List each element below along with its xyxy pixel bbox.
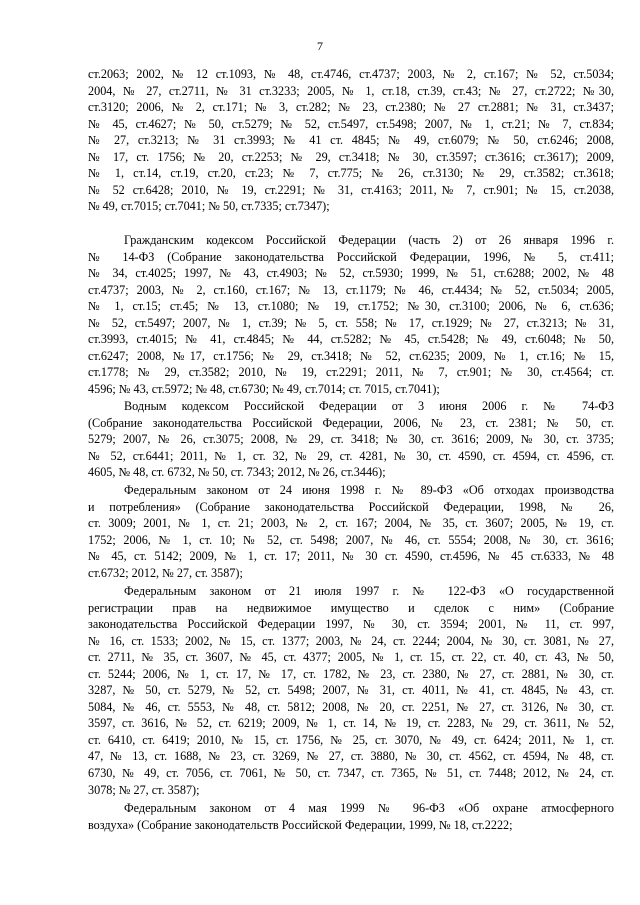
text-line: № 14-ФЗ (Собрание законодательства Российской Федерации, 1996, № 5, ст.411;	[88, 249, 614, 264]
text-line: регистрации прав на недвижимое имущество и сделок с ним» (Собрание	[88, 600, 614, 615]
text-line: ст. 5244; 2006, № 1, ст. 17, № 17, ст. 1782, № 23, ст. 2380, № 27, ст. 2881, № 30, ст.	[88, 666, 614, 681]
text-line: 6730, № 49, ст. 7056, ст. 7061, № 50, ст. 7347, ст. 7365, № 51, ст. 7448; 2012, № 24, ст.	[88, 766, 614, 781]
text-line: Федеральным законом от 4 мая 1999 № 96-ФЗ «Об охране атмосферного	[124, 801, 614, 815]
text-line: ст. 6410, ст. 6419; 2010, № 15, ст. 1756, № 25, ст. 3070, № 49, ст. 6424; 2011, № 1, ст.	[88, 732, 614, 747]
text-line: ст.3993, ст.4015; № 41, ст.4845; № 44, ст.5282; № 45, ст.5428; № 49, ст.6048; № 50,	[88, 332, 614, 347]
text-line: воздуха» (Собрание законодательств Российской Федерации, 1999, № 18, ст.2222;	[88, 817, 513, 832]
text-line: 4605, № 48, ст. 6732, № 50, ст. 7343; 2012, № 26, ст.3446);	[88, 465, 386, 480]
text-line: законодательства Российской Федерации 1997, № 30, ст. 3594; 2001, № 11, ст. 997,	[88, 617, 614, 632]
text-line: 1752; 2006, № 1, ст. 10; № 52, ст. 5498; 2007, № 46, ст. 5554; 2008, № 30, ст. 3616;	[88, 532, 614, 547]
paragraph-air-protection-law	[88, 800, 614, 833]
paragraph-water-code	[88, 398, 614, 481]
text-line: № 52, ст.6441; 2011, № 1, ст. 32, № 29, ст. 4281, № 30, ст. 4590, ст. 4594, ст. 4596, ст.	[88, 448, 614, 463]
text-line: ст.2063; 2002, № 12 ст.1093, № 48, ст.4746, ст.4737; 2003, № 2, ст.167; № 52, ст.5034;	[88, 67, 614, 81]
text-line: № 17, ст. 1756; № 20, ст.2253; № 29, ст.3418; № 30, ст.3597; ст.3616; ст.3617); 2009,	[88, 149, 614, 164]
text-line: 3078; № 27, ст. 3587);	[88, 782, 200, 797]
paragraph-continuation	[88, 66, 614, 215]
text-line: и потребления» (Собрание законодательства Российской Федерации, 1998, № 26,	[88, 499, 614, 514]
text-line: ст. 3009; 2001, № 1, ст. 21; 2003, № 2, ст. 167; 2004, № 35, ст. 3607; 2005, № 19, ст.	[88, 516, 614, 531]
text-line: № 27, ст.3213; № 31 ст.3993; № 41 ст. 4845; № 49, ст.6079; № 50, ст.6246; 2008,	[88, 133, 614, 148]
text-line: ст. 2711, № 35, ст. 3607, № 45, ст. 4377; 2005, № 1, ст. 15, ст. 22, ст. 40, ст. 43, № 50,	[88, 650, 614, 665]
text-line: 3597, ст. 3616, № 52, ст. 6219; 2009, № 1, ст. 14, № 19, ст. 2283, № 29, ст. 3611, № 52,	[88, 716, 614, 731]
text-line: ст.3120; 2006, № 2, ст.171; № 3, ст.282; № 23, ст.2380; № 27 ст.2881; № 31, ст.3437;	[88, 100, 614, 115]
text-line: 47, № 13, ст. 1688, № 23, ст. 3269, № 27, ст. 3880, № 30, ст. 4562, ст. 4594, № 48, ст.	[88, 749, 614, 764]
paragraph-civil-code-part-2	[88, 232, 614, 397]
text-line: ст.6732; 2012, № 27, ст. 3587);	[88, 565, 243, 580]
text-line: № 45, ст. 5142; 2009, № 1, ст. 17; 2011, № 30 ст. 4590, ст.4596, № 45 ст.6333, № 48	[88, 549, 614, 564]
text-line: № 16, ст. 1533; 2002, № 15, ст. 1377; 2003, № 24, ст. 2244; 2004, № 30, ст. 3081, № 27,	[88, 633, 614, 648]
text-line: № 1, ст.15; ст.45; № 13, ст.1080; № 19, ст.1752; №30, ст.3100; 2006, № 6, ст.636;	[88, 299, 614, 314]
text-line: ст.6247; 2008, №17, ст.1756; № 29, ст.3418; № 52, ст.6235; 2009, № 1, ст.16; № 15,	[88, 348, 614, 363]
text-line: Водным кодексом Российской Федерации от 3 июня 2006 г. № 74-ФЗ	[124, 399, 614, 413]
text-line: (Собрание законодательства Российской Федерации, 2006, № 23, ст. 2381; № 50, ст.	[88, 415, 614, 430]
paragraph-waste-law	[88, 482, 614, 581]
text-line: 4596; № 43, ст.5972; № 48, ст.6730; № 49, ст.7014; ст. 7015, ст.7041);	[88, 381, 440, 396]
text-line: № 52, ст.5497; 2007, № 1, ст.39; № 5, ст. 558; № 17, ст.1929; № 27, ст.3213; № 31,	[88, 315, 614, 330]
text-line: Федеральным законом от 21 июля 1997 г. № 122-ФЗ «О государственной	[124, 584, 614, 598]
text-line: ст.1778; № 29, ст.3582; 2010, № 19, ст.2291; 2011, № 7, ст.901; № 30, ст.4564; ст.	[88, 365, 614, 380]
text-line: 2004, № 27, ст.2711, № 31 ст.3233; 2005, № 1, ст.18, ст.39, ст.43; № 27, ст.2722; №30,	[88, 83, 614, 98]
text-line: 5084, № 46, ст. 5553, № 48, ст. 5812; 2008, № 20, ст. 2251, № 27, ст. 3126, № 30, ст.	[88, 699, 614, 714]
text-line: № 1, ст.14, ст.19, ст.20, ст.23; № 7, ст.775; № 26, ст.3130; № 29, ст.3582; ст.3618;	[88, 166, 614, 181]
text-line: ст.4737; 2003, № 2, ст.160, ст.167; № 13, ст.1179; № 46, ст.4434; № 52, ст.5034; 2005,	[88, 282, 614, 297]
text-line: Гражданским кодексом Российской Федерации (часть 2) от 26 января 1996 г.	[124, 233, 614, 247]
text-line: № 49, ст.7015; ст.7041; № 50, ст.7335; ст.7347);	[88, 199, 330, 214]
paragraph-property-registration-law	[88, 583, 614, 798]
text-line: № 45, ст.4627; № 50, ст.5279; № 52, ст.5497, ст.5498; 2007, № 1, ст.21; № 7, ст.834;	[88, 116, 614, 131]
text-line: 3287, № 50, ст. 5279, № 52, ст. 5498; 2007, № 31, ст. 4011, № 41, ст. 4845, № 43, ст.	[88, 683, 614, 698]
text-line: № 34, ст.4025; 1997, № 43, ст.4903; № 52, ст.5930; 1999, № 51, ст.6288; 2002, № 48	[88, 266, 614, 281]
text-line: № 52 ст.6428; 2010, № 19, ст.2291; № 31, ст.4163; 2011,№ 7, ст.901; № 15, ст.2038,	[88, 182, 614, 197]
text-line: Федеральным законом от 24 июня 1998 г. № 89-ФЗ «Об отходах производства	[124, 483, 614, 497]
page-number: 7	[317, 39, 323, 53]
text-line: 5279; 2007, № 26, ст.3075; 2008, № 29, ст. 3418; № 30, ст. 3616; 2009, № 30, ст. 3735;	[88, 432, 614, 447]
